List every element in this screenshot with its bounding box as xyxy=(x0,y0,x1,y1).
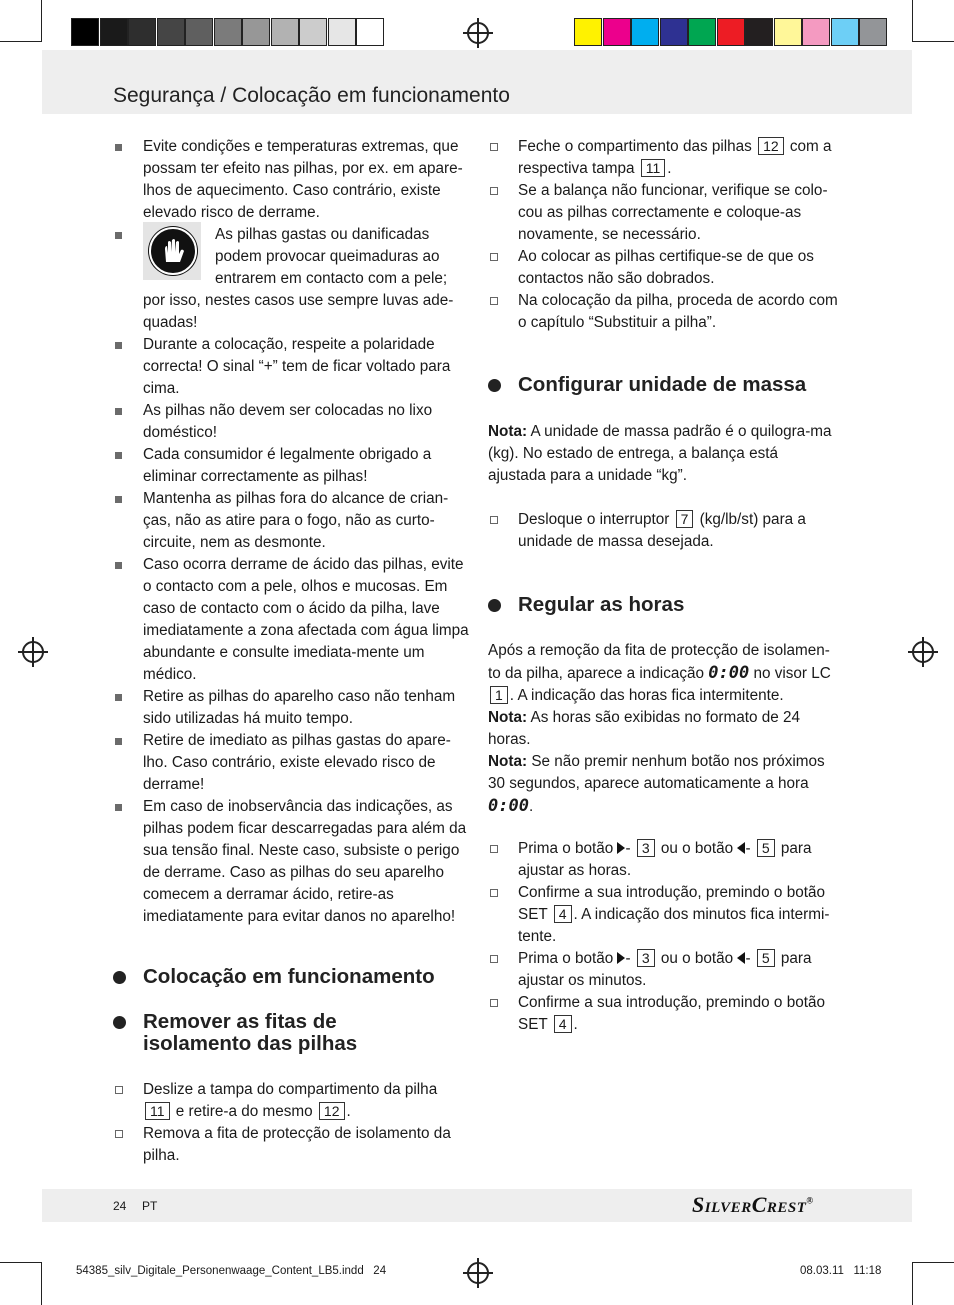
part-number: 5 xyxy=(757,949,775,967)
color-swatch xyxy=(631,18,659,46)
section-heading: Remover as fitas de isolamento das pilhas xyxy=(113,1011,357,1055)
checkbox-bullet-icon xyxy=(490,253,498,261)
color-swatch xyxy=(71,18,99,46)
checkbox-bullet-icon xyxy=(490,516,498,524)
color-swatch xyxy=(574,18,602,46)
list-item: Retire as pilhas do aparelho caso não tenham sido utilizadas há muito tempo. xyxy=(113,686,469,730)
part-number: 3 xyxy=(637,949,655,967)
step-item: Na colocação da pilha, proceda de acordo com o capítulo “Substituir a pilha”. xyxy=(488,290,840,334)
step-item: Confirme a sua introdução, premindo o botão SET 4 . A indicação dos minutos fica intermi-tente. xyxy=(488,882,840,948)
mass-steps xyxy=(488,509,840,553)
page-number: 24 xyxy=(113,1199,127,1213)
crop-mark xyxy=(912,0,913,42)
part-number: 11 xyxy=(641,159,666,177)
language-code: PT xyxy=(142,1199,158,1213)
registration-mark-icon xyxy=(22,641,44,663)
list-item: Mantenha as pilhas fora do alcance de crian-ças, não as atire para o fogo, não as curto-circuite, nem as desmonte. xyxy=(113,488,469,554)
checkbox-bullet-icon xyxy=(490,889,498,897)
gloves-icon xyxy=(143,222,201,280)
square-bullet-icon xyxy=(115,694,122,701)
color-swatch xyxy=(242,18,270,46)
list-item: Caso ocorra derrame de ácido das pilhas, evite o contacto com a pele, olhos e mucosas. Em caso de contacto com o ácido da pilha, lave imediatamente a zona afectada com água limpa abundante e consulte imediata-mente um médico. xyxy=(113,554,469,686)
color-swatch xyxy=(157,18,185,46)
heading-dot-icon xyxy=(113,1016,126,1029)
checkbox-bullet-icon xyxy=(490,955,498,963)
part-number: 4 xyxy=(554,905,572,923)
step-item: Desloque o interruptor 7 (kg/lb/st) para a unidade de massa desejada. xyxy=(488,509,840,553)
crop-mark xyxy=(912,41,954,42)
color-swatch xyxy=(745,18,773,46)
checkbox-bullet-icon xyxy=(490,999,498,1007)
note-paragraph: Nota: A unidade de massa padrão é o quilogra-ma (kg). No estado de entrega, a balança está ajustada para a unidade “kg”. xyxy=(488,423,832,484)
crop-mark xyxy=(0,41,42,42)
step-item: Se a balança não funcionar, verifique se colo-cou as pilhas correctamente e coloque-as novamente, se necessário. xyxy=(488,180,840,246)
heading-dot-icon xyxy=(488,379,501,392)
crop-mark xyxy=(41,1262,42,1305)
list-item: Retire de imediato as pilhas gastas do apare-lho. Caso contrário, existe elevado risco de derrame! xyxy=(113,730,469,796)
checkbox-bullet-icon xyxy=(490,845,498,853)
crop-mark xyxy=(0,1262,42,1263)
square-bullet-icon xyxy=(115,562,122,569)
list-item-gloves: As pilhas gastas ou danificadas podem provocar queimaduras ao entrarem em contacto com a pele; por isso, nestes casos use sempre luvas ade-quadas! xyxy=(113,224,469,334)
part-number: 5 xyxy=(757,839,775,857)
part-number: 11 xyxy=(145,1102,170,1120)
right-steps-top xyxy=(488,136,840,334)
part-number: 12 xyxy=(319,1102,345,1120)
section-heading: Colocação em funcionamento xyxy=(113,966,435,988)
part-number: 3 xyxy=(637,839,655,857)
registration-mark-icon xyxy=(467,22,489,44)
list-item: As pilhas não devem ser colocadas no lixo doméstico! xyxy=(113,400,469,444)
color-swatch xyxy=(214,18,242,46)
step-item: Ao colocar as pilhas certifique-se de que os contactos não são dobrados. xyxy=(488,246,840,290)
color-swatch xyxy=(271,18,299,46)
list-item: Evite condições e temperaturas extremas, que possam ter efeito nas pilhas, por ex. em apare-lhos de aquecimento. Caso contrário, existe elevado risco de derrame. xyxy=(113,136,469,224)
square-bullet-icon xyxy=(115,452,122,459)
step-item: Remova a fita de protecção de isolamento da pilha. xyxy=(113,1123,469,1167)
registration-mark-icon xyxy=(912,641,934,663)
crop-mark xyxy=(41,0,42,42)
brand-logo: SilverCrest® xyxy=(692,1192,814,1217)
checkbox-bullet-icon xyxy=(115,1130,123,1138)
color-swatch xyxy=(802,18,830,46)
square-bullet-icon xyxy=(115,232,122,239)
color-swatch xyxy=(299,18,327,46)
step-item: Prima o botão - 3 ou o botão - 5 para ajustar as horas. xyxy=(488,838,840,882)
list-item: Cada consumidor é legalmente obrigado a eliminar correctamente as pilhas! xyxy=(113,444,469,488)
checkbox-bullet-icon xyxy=(490,297,498,305)
step-item: Confirme a sua introdução, premindo o botão SET 4 . xyxy=(488,992,840,1036)
left-column xyxy=(113,136,469,928)
section-heading: Configurar unidade de massa xyxy=(488,374,806,396)
checkbox-bullet-icon xyxy=(490,143,498,151)
section-heading: Regular as horas xyxy=(488,594,684,616)
color-swatch xyxy=(688,18,716,46)
list-item: Durante a colocação, respeite a polaridade correcta! O sinal “+” tem de ficar voltado para cima. xyxy=(113,334,469,400)
part-number: 7 xyxy=(676,510,694,528)
file-info: 54385_silv_Digitale_Personenwaage_Content_LB5.indd 24 xyxy=(76,1265,387,1277)
color-swatch xyxy=(859,18,887,46)
checkbox-bullet-icon xyxy=(115,1086,123,1094)
part-number: 12 xyxy=(758,137,784,155)
step-item: Prima o botão - 3 ou o botão - 5 para ajustar os minutos. xyxy=(488,948,840,992)
time-paragraph: Após a remoção da fita de protecção de isolamen-to da pilha, aparece a indicação 0:00 no visor LC 1 . A indicação das horas fica intermitente. Nota: As horas são exibidas no formato de 24 horas. Nota: Se não premir nenhum botão nos próximos 30 segundos, aparece automaticamente a hora 0:00. xyxy=(488,642,831,816)
heading-dot-icon xyxy=(113,971,126,984)
time-steps xyxy=(488,838,840,1036)
square-bullet-icon xyxy=(115,144,122,151)
color-swatch xyxy=(185,18,213,46)
step-item: Deslize a tampa do compartimento da pilha 11 e retire-a do mesmo 12 . xyxy=(113,1079,469,1123)
crop-mark xyxy=(912,1262,954,1263)
lcd-display-value: 0:00 xyxy=(488,796,529,816)
date-info: 08.03.11 11:18 xyxy=(800,1265,882,1277)
square-bullet-icon xyxy=(115,496,122,503)
square-bullet-icon xyxy=(115,804,122,811)
lcd-display-value: 0:00 xyxy=(708,663,750,683)
left-steps xyxy=(113,1079,469,1167)
square-bullet-icon xyxy=(115,408,122,415)
registration-mark-icon xyxy=(467,1262,489,1284)
page-title: Segurança / Colocação em funcionamento xyxy=(113,84,510,107)
part-number: 4 xyxy=(554,1015,572,1033)
color-swatch xyxy=(128,18,156,46)
color-swatch xyxy=(603,18,631,46)
color-swatch xyxy=(100,18,128,46)
color-swatch xyxy=(356,18,384,46)
step-item: Feche o compartimento das pilhas 12 com a respectiva tampa 11 . xyxy=(488,136,840,180)
color-swatch xyxy=(831,18,859,46)
crop-mark xyxy=(912,1262,913,1305)
color-swatch xyxy=(717,18,745,46)
color-swatch xyxy=(774,18,802,46)
square-bullet-icon xyxy=(115,342,122,349)
list-item: Em caso de inobservância das indicações, as pilhas podem ficar descarregadas para além da sua tensão final. Neste caso, subsiste o perigo de derrame. Caso as pilhas do seu aparelho comecem a derramar ácido, retire-as imediatamente para evitar danos no aparelho! xyxy=(113,796,469,928)
part-number: 1 xyxy=(490,686,508,704)
checkbox-bullet-icon xyxy=(490,187,498,195)
heading-dot-icon xyxy=(488,599,501,612)
square-bullet-icon xyxy=(115,738,122,745)
color-swatch xyxy=(328,18,356,46)
color-swatch xyxy=(660,18,688,46)
